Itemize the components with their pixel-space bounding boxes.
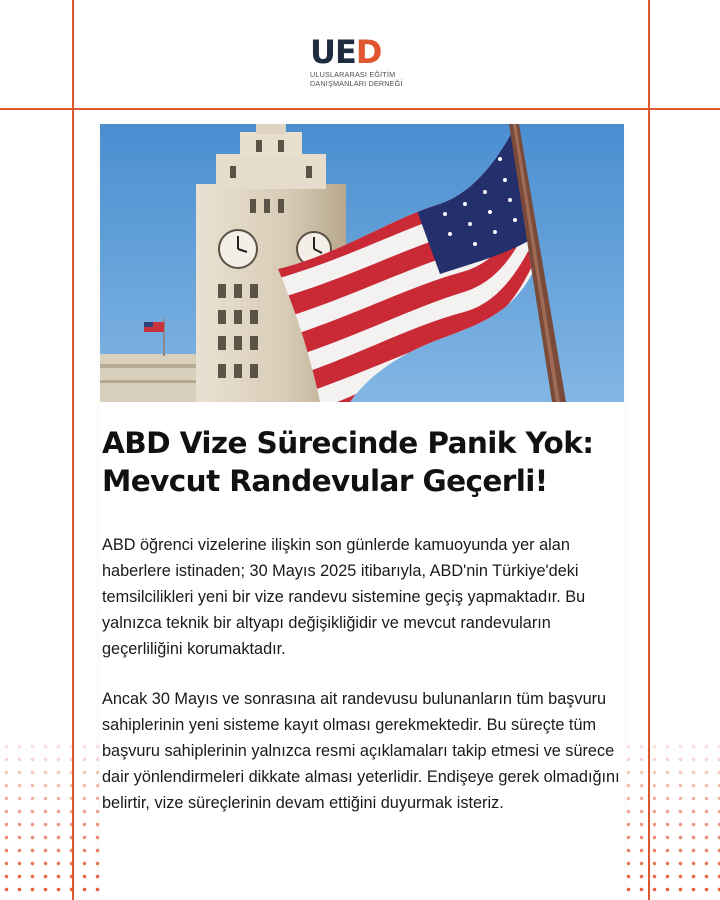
logo-mark xyxy=(310,33,410,71)
logo-subtitle-line1: ULUSLARARASI EĞİTİM xyxy=(310,70,396,79)
headline-line1: ABD Vize Sürecinde Panik Yok: xyxy=(102,426,594,460)
hero-image xyxy=(100,124,624,402)
ued-logo xyxy=(310,33,410,96)
frame-line-left xyxy=(72,0,74,900)
logo-mark-ue: UE xyxy=(310,33,356,71)
logo-subtitle xyxy=(310,70,410,88)
us-flag-clock-tower-photo xyxy=(100,124,624,402)
headline xyxy=(102,424,632,500)
decorative-dot-pattern-left xyxy=(0,740,100,900)
frame-line-right xyxy=(648,0,650,900)
body-paragraph-2: Ancak 30 Mayıs ve sonrasına ait randevusu bulunanların tüm başvuru sahiplerinin yeni sisteme kayıt olması gerekmektedir. Bu süreçte tüm başvuru sahiplerinin yalnızca resmi açıklamaları takip etmesi ve sürece dair yönlendirmeleri dikkate alması yeterlidir. Endişeye gerek olmadığını belirtir, vize süreçlerinin devam ettiğini duyurmak isteriz. xyxy=(102,690,620,812)
frame-line-top xyxy=(0,108,720,110)
headline-line2: Mevcut Randevular Geçerli! xyxy=(102,464,548,498)
logo-subtitle-line2: DANIŞMANLARI DERNEĞİ xyxy=(310,79,403,88)
logo-mark-d: D xyxy=(355,33,382,71)
body-paragraph-1: ABD öğrenci vizelerine ilişkin son günlerde kamuoyunda yer alan haberlere istinaden; 30 Mayıs 2025 itibarıyla, ABD'nin Türkiye'deki temsilcilikleri yeni bir vize randevu sistemine geçiş yapmaktadır. Bu yalnızca teknik bir altyapı değişikliğidir ve mevcut randevuların geçerliliğini korumaktadır. xyxy=(102,536,586,658)
decorative-dot-pattern-right xyxy=(622,740,720,900)
